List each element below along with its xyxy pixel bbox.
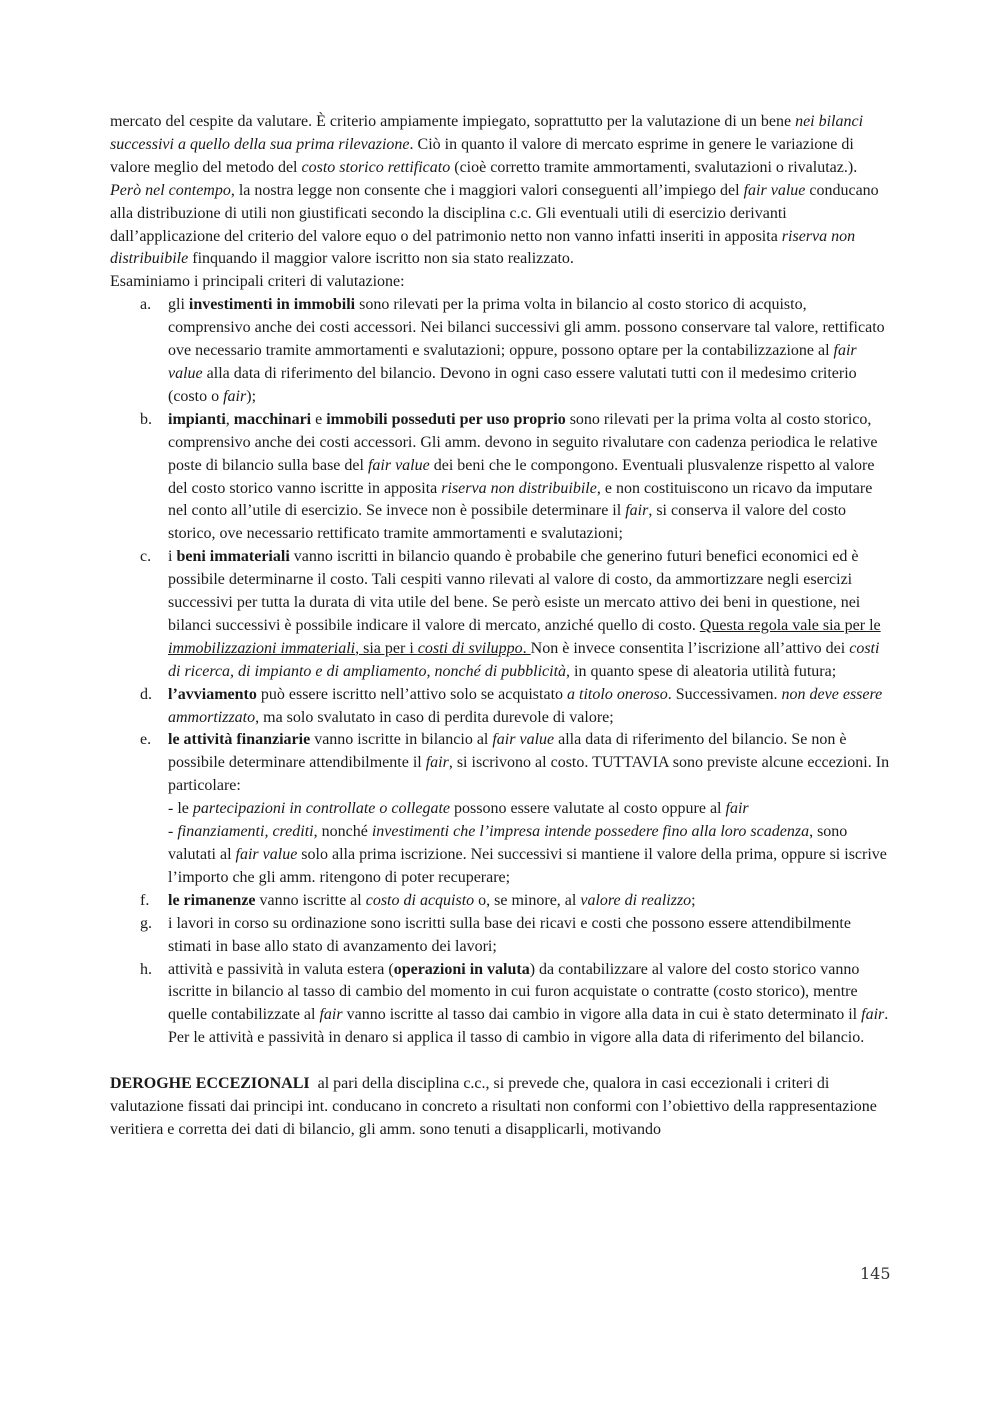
- sub-item-partecipazioni: - le partecipazioni in controllate o collegate possono essere valutate al costo oppure al fair: [168, 800, 749, 818]
- paragraph-legal-limit: Però nel contempo, la nostra legge non consente che i maggiori valori conseguenti all’impiego del fair value conducano alla distribuzione di utili non giustificati secondo la disciplina c.c. Gli eventuali utili di esercizio derivanti dall’applicazione del criterio del valore equo o del patrimonio netto non vanno infatti inseriti in apposita riserva non distribuibile finquando il maggior valore iscritto non sia stato realizzato.: [110, 181, 879, 268]
- list-marker: h.: [140, 960, 152, 978]
- paragraph-spacer: [110, 1050, 890, 1073]
- list-marker: e.: [140, 731, 152, 749]
- list-marker: d.: [140, 685, 152, 703]
- paragraph-market-value: mercato del cespite da valutare. È criterio ampiamente impiegato, soprattutto per la valutazione di un bene nei bilanci successivi a quello della sua prima rilevazione. Ciò in quanto il valore di mercato esprime in genere le variazione di valore meglio del metodo del costo storico rettificato (cioè corretto tramite ammortamenti, svalutazioni o rivalutaz.).: [110, 113, 864, 176]
- list-item-attivita-finanziarie: e. le attività finanziarie vanno iscritte in bilancio al fair value alla data di riferimento del bilancio. Se non è possibile determinare attendibilmente il fair, si iscrivono al costo. TUTTAVIA sono previste alcune eccezioni. In particolare: - le partecipazioni in controllate o collegate possono essere valutate al costo oppure al fair - finanziamenti, crediti, nonché investimenti che l’impresa intende possedere fino alla loro scadenza, sono valutati al fair value solo alla prima iscrizione. Nei successivi si mantiene il valore della prima, oppure si iscrive l’importo che gli amm. ritengono di poter recuperare;: [110, 729, 890, 889]
- page-number: 145: [860, 1264, 891, 1283]
- criteria-list: [110, 294, 890, 1050]
- list-marker: g.: [140, 914, 152, 932]
- list-marker: f.: [140, 891, 150, 909]
- list-item-beni-immateriali: c. i beni immateriali vanno iscritti in bilancio quando è probabile che generino futuri benefici economici ed è possibile determinarne il costo. Tali cespiti vanno rilevati al valore di costo, da ammortizzare negli esercizi successivi per tutta la durata di vita utile del bene. Se però esiste un mercato attivo dei beni in questione, nei bilanci successivi è possibile indicare il valore di mercato, anziché quello di costo. Questa regola vale sia per le immobilizzazioni immateriali, sia per i costi di sviluppo. Non è invece consentita l’iscrizione all’attivo dei costi di ricerca, di impianto e di ampliamento, nonché di pubblicità, in quanto spese di aleatoria utilità futura;: [140, 548, 881, 680]
- list-item-impianti-macchinari: b. impianti, macchinari e immobili posseduti per uso proprio sono rilevati per la prima volta al costo storico, comprensivo anche dei costi accessori. Gli amm. devono in seguito rivalutare con cadenza periodica le relative poste di bilancio sulla base del fair value dei beni che le compongono. Eventuali plusvalenze rispetto al valore del costo storico vanno iscritte in apposita riserva non distribuibile, e non costituiscono un ricavo da imputare nel conto all’utile di esercizio. Se invece non è possibile determinare il fair, si conserva il valore del costo storico, ove necessario rettificato tramite ammortamenti e svalutazioni;: [140, 410, 878, 543]
- paragraph-intro-criteria: Esaminiamo i principali criteri di valutazione:: [110, 273, 405, 291]
- section-heading: DEROGHE ECCEZIONALI: [110, 1075, 310, 1093]
- list-item-operazioni-valuta: h. attività e passività in valuta estera (operazioni in valuta) da contabilizzare al valore del costo storico vanno iscritte in bilancio al tasso di cambio del momento in cui furon acquistate o contratte (costo storico), mentre quelle contabilizzate al fair vanno iscritte al tasso dai cambio in vigore alla data in cui è stato determinato il fair. Per le attività e passività in denaro si applica il tasso di cambio in vigore alla data di riferimento del bilancio.: [140, 960, 889, 1047]
- paragraph-deroghe-eccezionali: DEROGHE ECCEZIONALI al pari della disciplina c.c., si prevede che, qualora in casi eccezionali i criteri di valutazione fissati dai principi int. conducano in concreto a risultati non conformi con l’obiettivo della rappresentazione veritiera e corretta dei dati di bilancio, gli amm. sono tenuti a disapplicarli, motivando: [110, 1075, 881, 1138]
- list-marker: c.: [140, 548, 152, 566]
- list-marker: b.: [140, 410, 152, 428]
- sub-item-finanziamenti: - finanziamenti, crediti, nonché investimenti che l’impresa intende possedere fino alla loro scadenza, sono valutati al fair value solo alla prima iscrizione. Nei successivi si mantiene il valore della prima, oppure si iscrive l’importo che gli amm. ritengono di poter recuperare;: [168, 823, 887, 886]
- document-page: [110, 111, 890, 1142]
- list-item-investimenti-immobili: a. gli investimenti in immobili sono rilevati per la prima volta in bilancio al costo storico di acquisto, comprensivo anche dei costi accessori. Nei bilanci successivi gli amm. possono conservare tal valore, rettificato ove necessario tramite ammortamenti e svalutazioni; oppure, possono optare per la contabilizzazione al fair value alla data di riferimento del bilancio. Devono in ogni caso essere valutati tutti con il medesimo criterio (costo o fair);: [140, 296, 885, 405]
- list-marker: a.: [140, 296, 152, 314]
- underlined-rule: Questa regola vale sia per le immobilizzazioni immateriali, sia per i costi di sviluppo.: [168, 616, 881, 657]
- list-item-avviamento: d. l’avviamento può essere iscritto nell’attivo solo se acquistato a titolo oneroso. Successivamen. non deve essere ammortizzato, ma solo svalutato in caso di perdita durevole di valore;: [140, 685, 883, 726]
- list-item-rimanenze: f. le rimanenze vanno iscritte al costo di acquisto o, se minore, al valore di realizzo;: [110, 890, 890, 913]
- list-item-lavori-in-corso: g. i lavori in corso su ordinazione sono iscritti sulla base dei ricavi e costi che possono essere attendibilmente stimati in base allo stato di avanzamento dei lavori;: [140, 914, 851, 955]
